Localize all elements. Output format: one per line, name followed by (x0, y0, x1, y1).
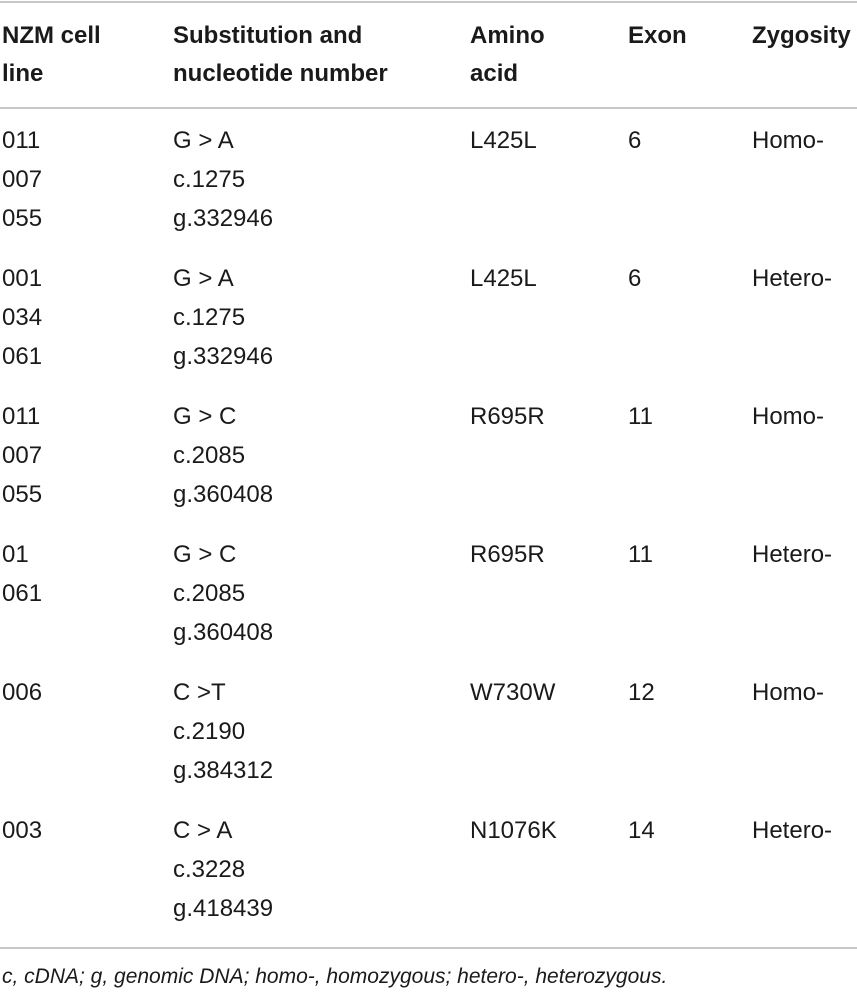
substitution-text: g.360408 (173, 481, 274, 508)
cell-line-id: 011 (2, 403, 41, 430)
cell-lines (2, 811, 42, 850)
substitution-text: C >T (173, 679, 226, 706)
header-text: line (2, 60, 44, 87)
header-rule (0, 107, 857, 109)
substitution-text: c.2085 (173, 442, 246, 469)
table-row (0, 121, 857, 259)
cell-line-id: 055 (2, 481, 43, 508)
cell-line-id: 061 (2, 343, 43, 370)
exon-cell: 6 (628, 127, 642, 154)
header-text: Exon (628, 22, 687, 49)
substitution-text: G > C (173, 403, 237, 430)
amino-acid-cell: R695R (470, 541, 545, 568)
cell-line-id: 007 (2, 442, 43, 469)
amino-acid-cell: W730W (470, 679, 556, 706)
amino-acid-cell: R695R (470, 403, 545, 430)
table-row (0, 535, 857, 673)
cell-lines (2, 535, 42, 613)
cell-line-id: 006 (2, 679, 43, 706)
zygosity-cell: Homo- (752, 403, 825, 430)
table-row (0, 259, 857, 397)
exon-cell: 14 (628, 817, 655, 844)
header-text: acid (470, 60, 519, 87)
substitution-cell (173, 535, 273, 652)
zygosity-cell: Hetero- (752, 817, 833, 844)
header-text: Amino (470, 22, 545, 49)
zygosity-cell: Homo- (752, 127, 825, 154)
cell-line-id: 003 (2, 817, 43, 844)
substitution-cell (173, 259, 273, 376)
exon-cell: 11 (628, 541, 653, 568)
zygosity-cell: Homo- (752, 679, 825, 706)
exon-cell: 11 (628, 403, 653, 430)
cell-line-id: 007 (2, 166, 43, 193)
substitution-text: c.2190 (173, 718, 246, 745)
substitution-text: c.2085 (173, 580, 246, 607)
header-text: nucleotide number (173, 60, 388, 87)
cell-line-id: 061 (2, 580, 43, 607)
header-text: Substitution and (173, 22, 363, 49)
cell-line-id: 01 (2, 541, 29, 568)
table-row (0, 673, 857, 811)
substitution-text: g.384312 (173, 757, 274, 784)
substitution-text: g.360408 (173, 619, 274, 646)
substitution-text: c.3228 (173, 856, 246, 883)
cell-lines (2, 121, 42, 238)
header-zygosity (752, 17, 851, 55)
substitution-text: c.1275 (173, 304, 246, 331)
substitution-cell (173, 811, 273, 928)
zygosity-cell: Hetero- (752, 541, 833, 568)
header-text: NZM cell (2, 22, 101, 49)
substitution-text: G > A (173, 127, 234, 154)
header-amino-acid (470, 17, 545, 93)
zygosity-cell: Hetero- (752, 265, 833, 292)
substitution-text: C > A (173, 817, 233, 844)
header-substitution (173, 17, 388, 93)
substitution-text: G > A (173, 265, 234, 292)
amino-acid-cell: L425L (470, 127, 537, 154)
substitution-text: g.332946 (173, 343, 274, 370)
table-row (0, 397, 857, 535)
cell-line-id: 055 (2, 205, 43, 232)
substitution-text: g.332946 (173, 205, 274, 232)
table-footnote: c, cDNA; g, genomic DNA; homo-, homozygous; hetero-, heterozygous. (2, 965, 668, 988)
substitution-text: g.418439 (173, 895, 274, 922)
table-bottom-rule (0, 947, 857, 949)
substitution-text: G > C (173, 541, 237, 568)
header-exon (628, 17, 687, 55)
cell-line-id: 001 (2, 265, 43, 292)
exon-cell: 12 (628, 679, 655, 706)
header-nzm-cell-line (2, 17, 101, 93)
table-row (0, 811, 857, 949)
table-top-rule (0, 1, 857, 3)
cell-lines (2, 259, 42, 376)
substitution-cell (173, 673, 273, 790)
exon-cell: 6 (628, 265, 642, 292)
amino-acid-cell: N1076K (470, 817, 557, 844)
substitution-cell (173, 121, 273, 238)
cell-lines (2, 673, 42, 712)
cell-lines (2, 397, 42, 514)
substitution-cell (173, 397, 273, 514)
substitution-text: c.1275 (173, 166, 246, 193)
header-text: Zygosity (752, 22, 851, 49)
cell-line-id: 011 (2, 127, 41, 154)
cell-line-id: 034 (2, 304, 43, 331)
amino-acid-cell: L425L (470, 265, 537, 292)
